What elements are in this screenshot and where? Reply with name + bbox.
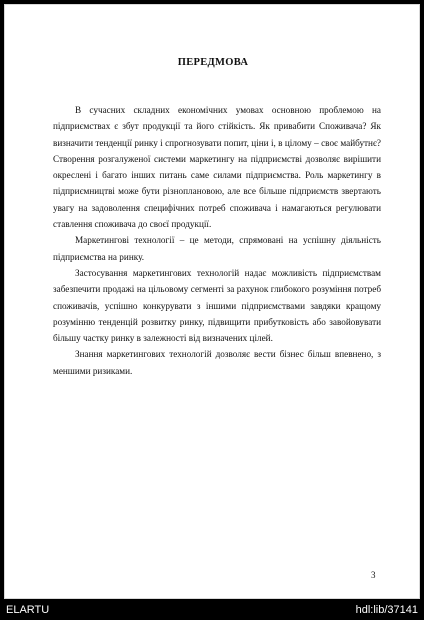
paragraph-3: Застосування маркетингових технологій надає можливість підприємствам забезпечити продажі на цільовому сегменті за рахунок глибокого розуміння потреб споживачів, успішно конкурувати з іншими підприємствами завдяки кращому розумінню тенденцій розвитку ринку, підвищити прибутковість або завойовувати більшу частку ринку в залежності від визначених цілей. (53, 267, 381, 344)
paragraph-2: Маркетингові технології – це методи, спрямовані на успішну діяльність підприємства на ринку. (53, 235, 381, 262)
page-title: ПЕРЕДМОВА (177, 57, 249, 68)
paragraph-1: В сучасних складних економічних умовах основною проблемою на підприємствах є збут продукції та його стійкість. Як привабити Споживача? Як визначити тенденції ринку і спрогнозувати попит, ціни і, в цілому – своє майбутнє? Створення розгалуженої системи маркетингу на підприємстві дозволяє вирішити окреслені і багато інших питань саме силами підприємства. Роль маркетингу в підприємництві може бути різноплановою, але все більше підприємств звертають увагу на задоволення специфічних потреб споживача і намагаються регулювати ставлення споживача до своєї продукції. (53, 105, 381, 230)
document-body (53, 102, 381, 379)
footer-handle-label: hdl:lib/37141 (355, 604, 418, 616)
page-number: 3 (371, 570, 376, 580)
paragraph-4: Знання маркетингових технологій дозволяє вести бізнес більш впевнено, з меншими ризиками. (53, 349, 381, 376)
footer-bar (0, 600, 424, 620)
document-page (4, 4, 420, 599)
footer-repository-label: ELARTU (6, 604, 50, 616)
